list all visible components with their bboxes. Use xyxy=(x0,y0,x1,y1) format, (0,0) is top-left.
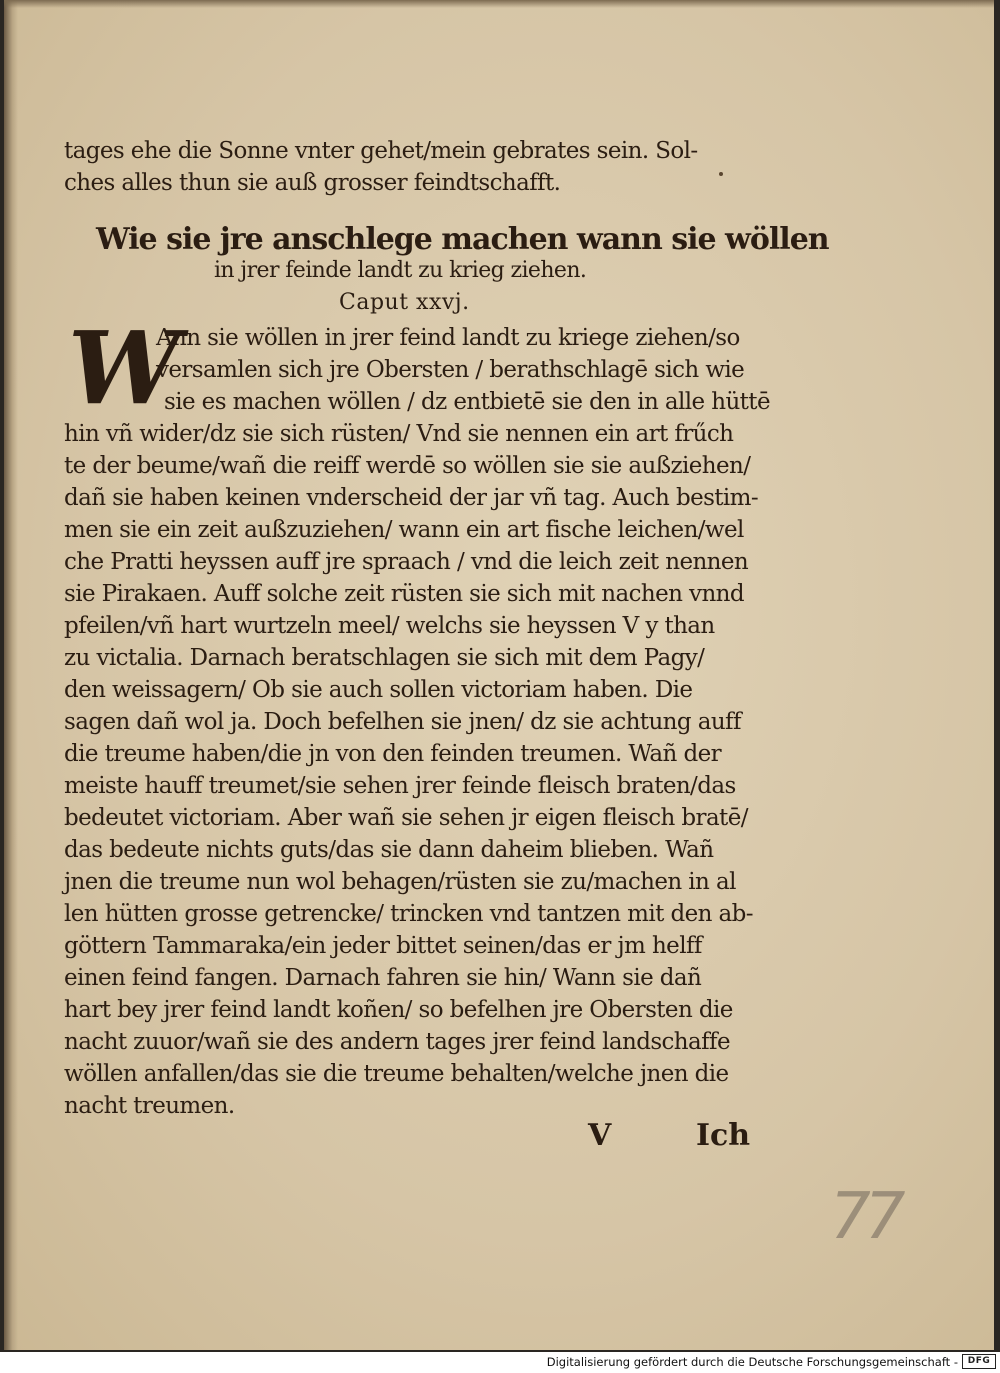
text-line: nacht zuuor/wañ sie des andern tages jrer feind landschaffe xyxy=(64,1029,730,1055)
signature-mark: V xyxy=(588,1118,612,1153)
text-line: versamlen sich jre Obersten / berathschlagē sich wie xyxy=(156,357,745,383)
text-line: nacht treumen. xyxy=(64,1093,235,1119)
footer-bar xyxy=(0,1352,1000,1373)
text-line: che Pratti heyssen auff jre spraach / vnd die leich zeit nennen xyxy=(64,549,749,575)
text-line: Ann sie wöllen in jrer feind landt zu kriege ziehen/so xyxy=(156,325,740,351)
dfg-logo: DFG xyxy=(962,1354,996,1369)
text-line: pfeilen/vñ hart wurtzeln meel/ welchs sie heyssen V y than xyxy=(64,613,715,639)
text-line: zu victalia. Darnach beratschlagen sie sich mit dem Pagy/ xyxy=(64,645,705,671)
text-line: einen feind fangen. Darnach fahren sie hin/ Wann sie dañ xyxy=(64,965,702,991)
text-line: sagen dañ wol ja. Doch befelhen sie jnen/ dz sie achtung auff xyxy=(64,709,741,735)
chapter-heading-continued: in jrer feinde landt zu krieg ziehen. xyxy=(214,258,587,283)
text-line: den weissagern/ Ob sie auch sollen victoriam haben. Die xyxy=(64,677,693,703)
ink-speck xyxy=(719,172,723,176)
text-line: bedeutet victoriam. Aber wañ sie sehen jr eigen fleisch bratē/ xyxy=(64,805,748,831)
text-line: die treume haben/die jn von den feinden treumen. Wañ der xyxy=(64,741,721,767)
text-line: hin vñ wider/dz sie sich rüsten/ Vnd sie nennen ein art frűch xyxy=(64,421,734,447)
page-gutter-shadow xyxy=(4,0,18,1350)
chapter-number: Caput xxvj. xyxy=(339,290,470,315)
text-line: sie Pirakaen. Auff solche zeit rüsten sie sich mit nachen vnnd xyxy=(64,581,744,607)
text-line: ches alles thun sie auß grosser feindtschafft. xyxy=(64,170,561,196)
chapter-heading: Wie sie jre anschlege machen wann sie wöllen xyxy=(96,222,829,257)
text-line: das bedeute nichts guts/das sie dann daheim blieben. Wañ xyxy=(64,837,714,863)
page-top-shadow xyxy=(4,0,994,8)
catchword: Ich xyxy=(696,1118,751,1153)
decorated-initial: W xyxy=(68,309,181,427)
text-line: jnen die treume nun wol behagen/rüsten sie zu/machen in al xyxy=(64,869,736,895)
text-line: len hütten grosse getrencke/ trincken vnd tantzen mit den ab- xyxy=(64,901,753,927)
text-line: göttern Tammaraka/ein jeder bittet seinen/das er jm helff xyxy=(64,933,702,959)
text-line: men sie ein zeit außzuziehen/ wann ein art fische leichen/wel xyxy=(64,517,744,543)
text-line: hart bey jrer feind landt koñen/ so befelhen jre Obersten die xyxy=(64,997,733,1023)
text-line: meiste hauff treumet/sie sehen jrer feinde fleisch braten/das xyxy=(64,773,736,799)
text-line: wöllen anfallen/das sie die treume behalten/welche jnen die xyxy=(64,1061,729,1087)
text-line: te der beume/wañ die reiff werdē so wöllen sie sie außziehen/ xyxy=(64,453,751,479)
funding-notice: Digitalisierung gefördert durch die Deutsche Forschungsgemeinschaft - xyxy=(546,1355,958,1369)
text-line: sie es machen wöllen / dz entbietē sie den in alle hüttē xyxy=(164,389,770,415)
text-line: tages ehe die Sonne vnter gehet/mein gebrates sein. Sol- xyxy=(64,138,698,164)
text-line: dañ sie haben keinen vnderscheid der jar vñ tag. Auch bestim- xyxy=(64,485,759,511)
book-page xyxy=(4,0,994,1350)
folio-number: 77 xyxy=(830,1180,900,1254)
